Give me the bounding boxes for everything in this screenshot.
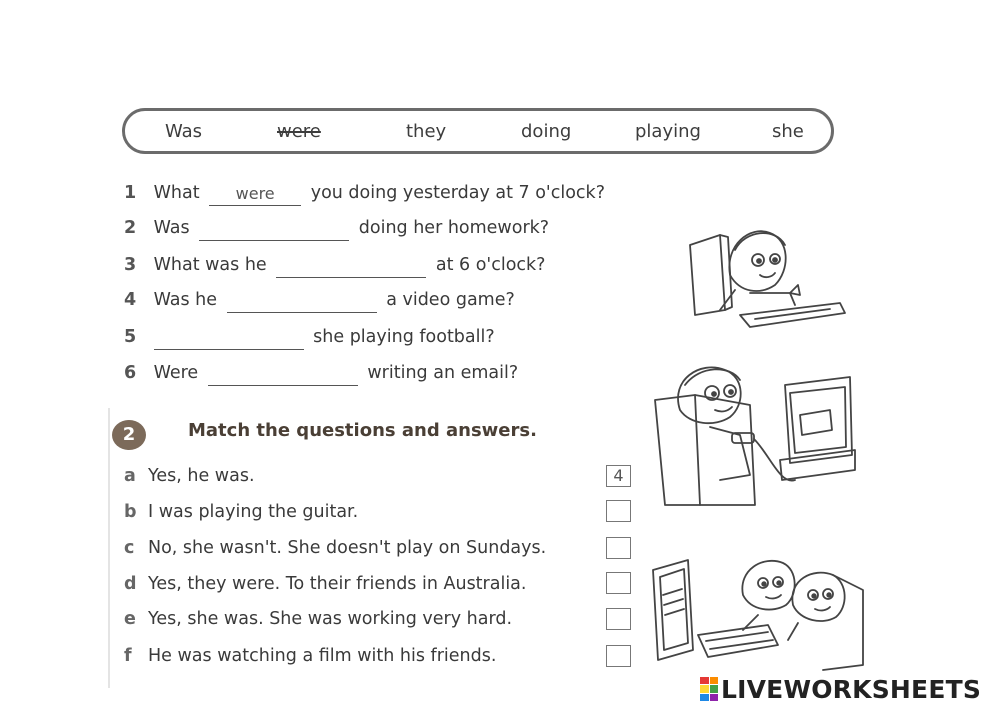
- question-text: writing an email?: [367, 363, 519, 383]
- question-row-1: [124, 180, 605, 206]
- girl-homework-illustration: [680, 215, 850, 335]
- question-text: What was he: [153, 255, 267, 275]
- word-bank: [122, 108, 834, 154]
- question-number: 3: [124, 255, 137, 275]
- answer-text: Yes, they were. To their friends in Australia.: [148, 574, 527, 594]
- answer-blank-2[interactable]: [199, 222, 349, 241]
- question-text: What: [153, 183, 200, 203]
- answer-letter: a: [124, 466, 136, 486]
- answer-blank-4[interactable]: [227, 294, 377, 313]
- question-row-2: [124, 215, 549, 241]
- section-title: Match the questions and answers.: [188, 420, 537, 441]
- question-text: she playing football?: [313, 327, 495, 347]
- question-text: Was: [153, 218, 190, 238]
- match-box-a[interactable]: 4: [606, 465, 631, 487]
- answer-blank-5[interactable]: [154, 331, 304, 350]
- question-number: 6: [124, 363, 137, 383]
- question-number: 5: [124, 327, 137, 347]
- answer-text: I was playing the guitar.: [148, 502, 359, 522]
- match-box-d[interactable]: [606, 572, 631, 594]
- word-bank-item: playing: [635, 121, 701, 142]
- section-number-badge: 2: [112, 420, 146, 450]
- match-row-f: [124, 643, 496, 669]
- question-text: you doing yesterday at 7 o'clock?: [310, 183, 605, 203]
- match-box-f[interactable]: [606, 645, 631, 667]
- answer-letter: f: [124, 646, 132, 666]
- word-bank-item: doing: [521, 121, 572, 142]
- question-number: 4: [124, 290, 137, 310]
- match-row-d: [124, 571, 526, 597]
- answer-blank-1[interactable]: [209, 184, 301, 206]
- girls-computer-illustration: [648, 555, 868, 680]
- answer-text: were: [235, 184, 275, 203]
- boy-video-game-illustration: [640, 355, 860, 515]
- word-bank-item: Was: [165, 121, 203, 142]
- question-text: Were: [153, 363, 199, 383]
- question-row-5: [124, 324, 495, 350]
- match-row-e: [124, 606, 512, 632]
- answer-blank-6[interactable]: [208, 367, 358, 386]
- answer-letter: e: [124, 609, 136, 629]
- question-number: 2: [124, 218, 137, 238]
- question-text: a video game?: [386, 290, 515, 310]
- question-row-6: [124, 360, 518, 386]
- liveworksheets-logo: [700, 675, 981, 703]
- match-box-c[interactable]: [606, 537, 631, 559]
- answer-text: He was watching a film with his friends.: [148, 646, 497, 666]
- question-text: doing her homework?: [358, 218, 550, 238]
- question-row-4: [124, 287, 515, 313]
- answer-text: No, she wasn't. She doesn't play on Sundays.: [148, 538, 547, 558]
- word-bank-item-struck: were: [277, 121, 321, 142]
- margin-line: [108, 408, 110, 688]
- answer-text: Yes, she was. She was working very hard.: [148, 609, 513, 629]
- question-text: at 6 o'clock?: [435, 255, 546, 275]
- answer-letter: d: [124, 574, 137, 594]
- match-row-a: [124, 463, 255, 489]
- answer-text: Yes, he was.: [148, 466, 255, 486]
- question-text: Was he: [153, 290, 218, 310]
- liveworksheets-logo-text: LIVEWORKSHEETS: [721, 674, 982, 704]
- question-number: 1: [124, 183, 137, 203]
- match-row-c: [124, 535, 546, 561]
- liveworksheets-logo-icon: [700, 677, 718, 701]
- word-bank-item: she: [772, 121, 804, 142]
- match-box-e[interactable]: [606, 608, 631, 630]
- answer-letter: c: [124, 538, 135, 558]
- word-bank-item: they: [406, 121, 447, 142]
- answer-blank-3[interactable]: [276, 259, 426, 278]
- answer-letter: b: [124, 502, 137, 522]
- match-row-b: [124, 499, 358, 525]
- question-row-3: [124, 252, 545, 278]
- match-box-b[interactable]: [606, 500, 631, 522]
